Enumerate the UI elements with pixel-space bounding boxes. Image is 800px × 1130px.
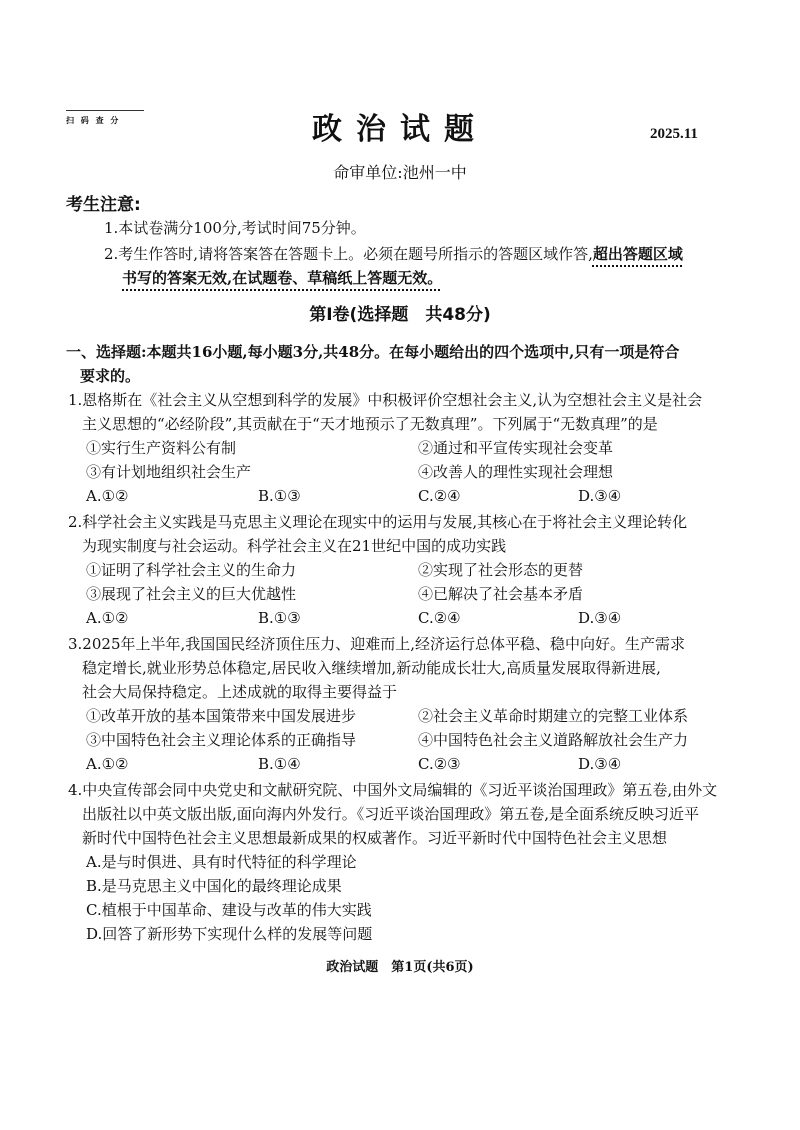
q2-item-2: ②实现了社会形态的更替 bbox=[418, 561, 584, 579]
q3-item-3: ③中国特色社会主义理论体系的正确指导 bbox=[86, 731, 357, 749]
q2-choice-d: D.③④ bbox=[578, 609, 622, 627]
q4-choice-d: D.回答了新形势下实现什么样的发展等问题 bbox=[86, 925, 373, 943]
author-unit: 命审单位:池州一中 bbox=[333, 163, 467, 182]
notice-item-1: 1.本试卷满分100分,考试时间75分钟。 bbox=[104, 219, 366, 237]
page-footer: 政治试题 第1页(共6页) bbox=[326, 960, 474, 975]
q1-item-3: ③有计划地组织社会生产 bbox=[86, 463, 252, 481]
q1-choice-a: A.①② bbox=[86, 487, 129, 505]
q4-choice-a: A.是与时俱进、具有时代特征的科学理论 bbox=[86, 853, 357, 871]
q3-choice-b: B.①④ bbox=[258, 755, 301, 773]
q4-choice-c: C.植根于中国革命、建设与改革的伟大实践 bbox=[86, 901, 372, 919]
section-title: 第Ⅰ卷(选择题 共48分) bbox=[309, 305, 491, 325]
q3-choice-c: C.②③ bbox=[418, 755, 461, 773]
q2-item-1: ①证明了科学社会主义的生命力 bbox=[86, 561, 297, 579]
q3-item-4: ④中国特色社会主义道路解放社会生产力 bbox=[418, 731, 689, 749]
question-3: 3.2025年上半年,我国国民经济顶住压力、迎难而上,经济运行总体平稳、稳中向好。生产需求 稳定增长,就业形势总体稳定,居民收入继续增加,新动能成长壮大,高质量发展取得新进展, 社会大局保持稳定。上述成就的取得主要得益于 bbox=[68, 635, 686, 701]
q1-choice-b: B.①③ bbox=[258, 487, 301, 505]
q2-choice-c: C.②④ bbox=[418, 609, 461, 627]
q1-item-1: ①实行生产资料公有制 bbox=[86, 439, 237, 457]
q2-item-4: ④已解决了社会基本矛盾 bbox=[418, 585, 584, 603]
q3-choice-a: A.①② bbox=[86, 755, 129, 773]
q3-item-1: ①改革开放的基本国策带来中国发展进步 bbox=[86, 707, 357, 725]
q3-choice-d: D.③④ bbox=[578, 755, 622, 773]
exam-date: 2025.11 bbox=[650, 126, 698, 142]
q3-item-2: ②社会主义革命时期建立的完整工业体系 bbox=[418, 707, 689, 725]
q4-choice-b: B.是马克思主义中国化的最终理论成果 bbox=[86, 877, 342, 895]
q2-item-3: ③展现了社会主义的巨大优越性 bbox=[86, 585, 297, 603]
question-4: 4.中央宣传部会同中央党史和文献研究院、中国外文局编辑的《习近平谈治国理政》第五卷,由外文 出版社以中英文版出版,面向海内外发行。《习近平谈治国理政》第五卷,是全面系统反映习近平 新时代中国特色社会主义思想最新成果的权威著作。习近平新时代中国特色社会主义思想 bbox=[68, 781, 718, 847]
section-instruction: 一、选择题:本题共16小题,每小题3分,共48分。在每小题给出的四个选项中,只有一项是符合 要求的。 bbox=[66, 343, 680, 385]
notice-item-2: 2.考生作答时,请将答案答在答题卡上。必须在题号所指示的答题区域作答,超出答题区域 bbox=[104, 245, 683, 263]
notice-heading: 考生注意: bbox=[66, 195, 141, 215]
question-1: 1.恩格斯在《社会主义从空想到科学的发展》中积极评价空想社会主义,认为空想社会主义是社会 主义思想的“必经阶段”,其贡献在于“天才地预示了无数真理”。下列属于“无数真理”的是 bbox=[68, 391, 703, 433]
notice-item-2-cont: 书写的答案无效,在试题卷、草稿纸上答题无效。 bbox=[122, 269, 443, 287]
question-2: 2.科学社会主义实践是马克思主义理论在现实中的运用与发展,其核心在于将社会主义理论转化 为现实制度与社会运动。科学社会主义在21世纪中国的成功实践 bbox=[68, 513, 688, 555]
scan-code-label: 扫 码 查 分 bbox=[66, 110, 144, 126]
page-title: 政治试题 bbox=[312, 112, 488, 147]
q2-choice-a: A.①② bbox=[86, 609, 129, 627]
q2-choice-b: B.①③ bbox=[258, 609, 301, 627]
q1-choice-c: C.②④ bbox=[418, 487, 461, 505]
q1-item-4: ④改善人的理性实现社会理想 bbox=[418, 463, 614, 481]
q1-item-2: ②通过和平宣传实现社会变革 bbox=[418, 439, 614, 457]
q1-choice-d: D.③④ bbox=[578, 487, 622, 505]
